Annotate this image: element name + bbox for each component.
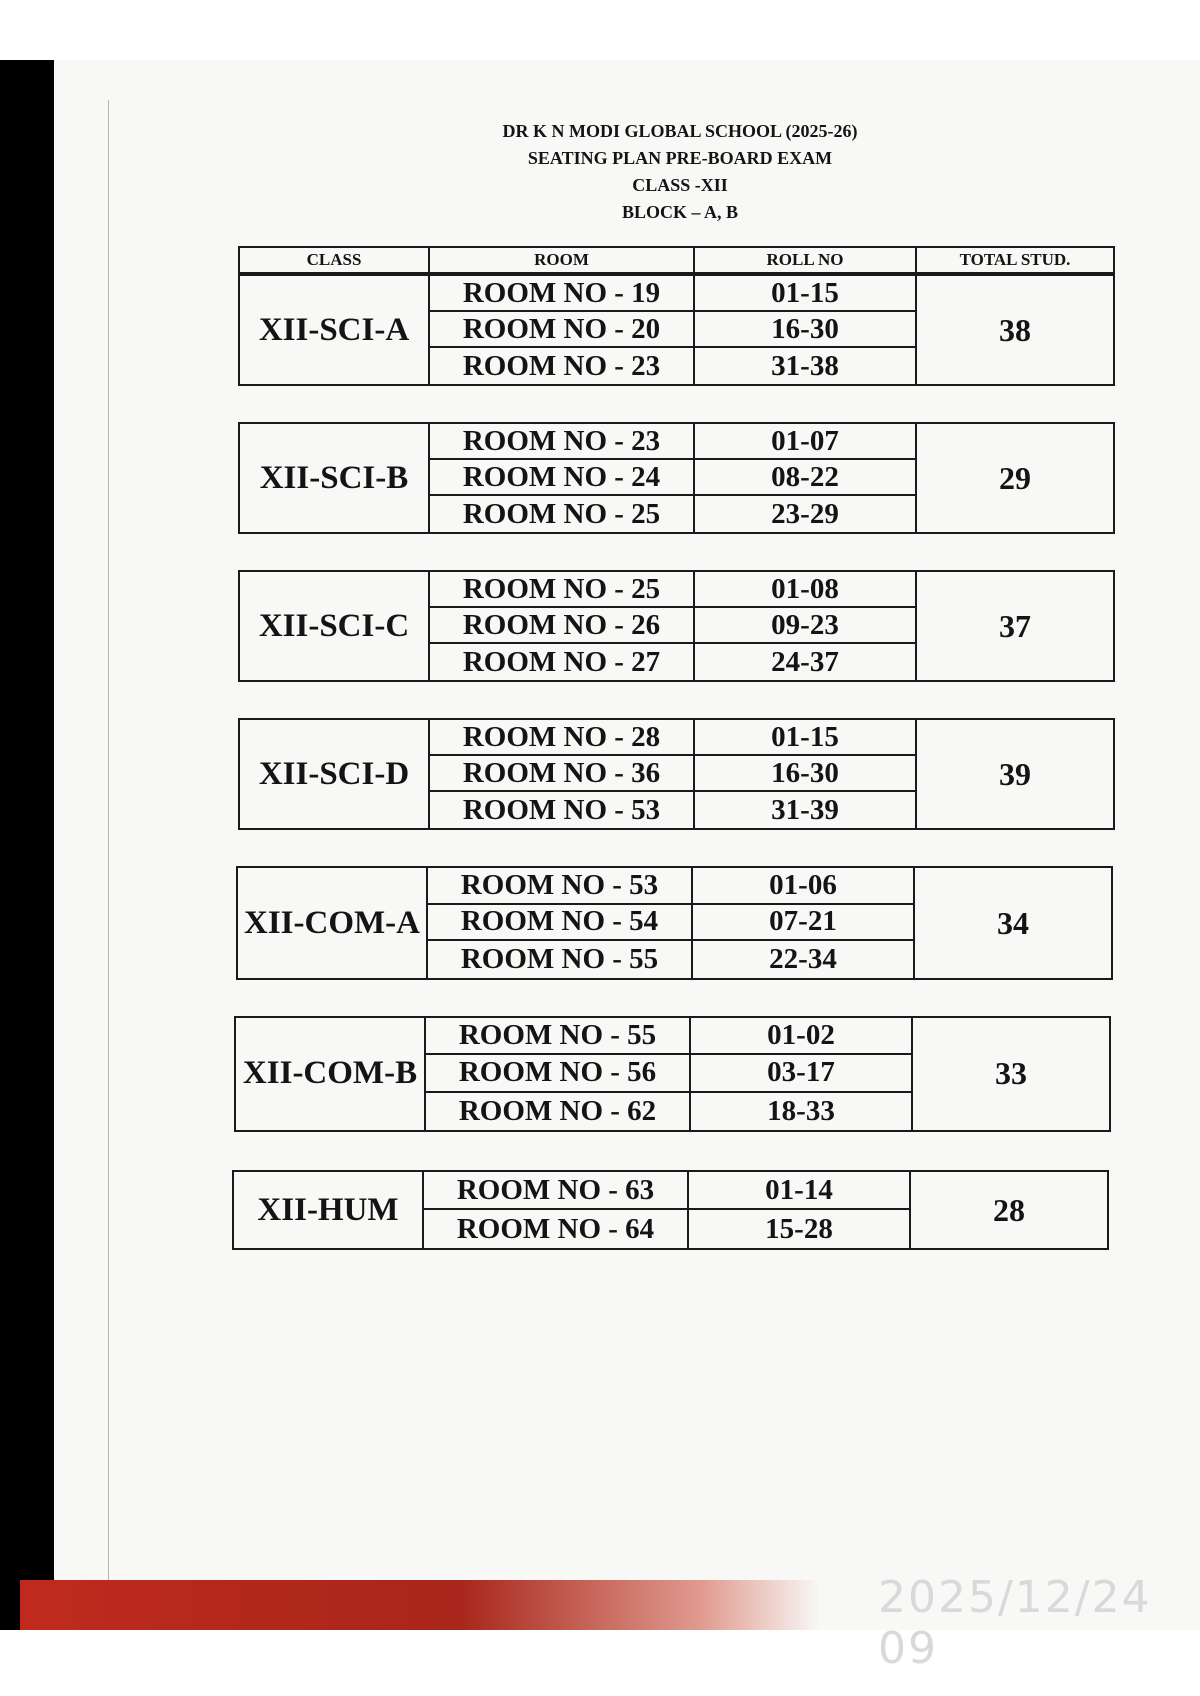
roll-cell: 16-30 (695, 756, 917, 792)
class-name: XII-SCI-D (240, 720, 430, 828)
roll-cell: 31-39 (695, 792, 917, 828)
table-header-row (238, 246, 1115, 274)
room-cell: ROOM NO - 25 (430, 496, 695, 532)
roll-cell: 16-30 (695, 312, 917, 348)
room-cell: ROOM NO - 55 (428, 941, 693, 978)
roll-cell: 08-22 (695, 460, 917, 496)
room-cell: ROOM NO - 63 (424, 1172, 689, 1210)
room-cell: ROOM NO - 27 (430, 644, 695, 680)
roll-cell: 01-15 (695, 720, 917, 756)
room-cell: ROOM NO - 19 (430, 276, 695, 312)
roll-cell: 09-23 (695, 608, 917, 644)
paper-fold-line (108, 100, 109, 1580)
room-cell: ROOM NO - 56 (426, 1055, 691, 1092)
roll-cell: 18-33 (691, 1093, 913, 1130)
roll-cell: 07-21 (693, 905, 915, 942)
room-cell: ROOM NO - 55 (426, 1018, 691, 1055)
class-name: XII-COM-B (236, 1018, 426, 1130)
total-students: 38 (999, 311, 1031, 348)
class-block-sci-d (238, 718, 1115, 830)
room-cell: ROOM NO - 62 (426, 1093, 691, 1130)
school-name: DR K N MODI GLOBAL SCHOOL (2025-26) (502, 121, 858, 141)
class-block-sci-b (238, 422, 1115, 534)
room-cell: ROOM NO - 54 (428, 905, 693, 942)
roll-cell: 23-29 (695, 496, 917, 532)
red-surface-strip (20, 1580, 820, 1630)
class-name: XII-COM-A (238, 868, 428, 978)
col-header-total: TOTAL STUD. (959, 250, 1071, 269)
total-students: 37 (999, 607, 1031, 644)
roll-cell: 01-06 (693, 868, 915, 905)
roll-cell: 01-08 (695, 572, 917, 608)
room-cell: ROOM NO - 36 (430, 756, 695, 792)
roll-cell: 15-28 (689, 1210, 911, 1248)
class-title: CLASS -XII (632, 175, 728, 195)
roll-cell: 01-07 (695, 424, 917, 460)
room-cell: ROOM NO - 53 (428, 868, 693, 905)
room-cell: ROOM NO - 64 (424, 1210, 689, 1248)
class-block-sci-c (238, 570, 1115, 682)
photo-timestamp: 2025/12/24 09 (878, 1572, 1152, 1674)
col-header-class: CLASS (240, 248, 430, 272)
room-cell: ROOM NO - 53 (430, 792, 695, 828)
roll-cell: 22-34 (693, 941, 915, 978)
roll-cell: 24-37 (695, 644, 917, 680)
room-cell: ROOM NO - 26 (430, 608, 695, 644)
room-cell: ROOM NO - 24 (430, 460, 695, 496)
total-students: 39 (999, 755, 1031, 792)
room-cell: ROOM NO - 25 (430, 572, 695, 608)
class-block-com-a (236, 866, 1113, 980)
roll-cell: 31-38 (695, 348, 917, 384)
col-header-room: ROOM (430, 248, 695, 272)
exam-title: SEATING PLAN PRE-BOARD EXAM (527, 148, 833, 168)
total-students: 34 (997, 904, 1029, 941)
scan-left-edge (0, 60, 54, 1630)
class-name: XII-SCI-A (240, 276, 430, 384)
roll-cell: 01-15 (695, 276, 917, 312)
class-block-sci-a (238, 274, 1115, 386)
class-name: XII-SCI-C (240, 572, 430, 680)
roll-cell: 03-17 (691, 1055, 913, 1092)
total-students: 33 (995, 1055, 1027, 1092)
room-cell: ROOM NO - 23 (430, 348, 695, 384)
room-cell: ROOM NO - 20 (430, 312, 695, 348)
room-cell: ROOM NO - 28 (430, 720, 695, 756)
document-header (380, 118, 980, 226)
roll-cell: 01-02 (691, 1018, 913, 1055)
total-students: 28 (993, 1191, 1025, 1228)
class-block-com-b (234, 1016, 1111, 1132)
block-title: BLOCK – A, B (621, 202, 739, 222)
class-name: XII-SCI-B (240, 424, 430, 532)
class-name: XII-HUM (234, 1172, 424, 1248)
total-students: 29 (999, 459, 1031, 496)
col-header-roll: ROLL NO (695, 248, 917, 272)
room-cell: ROOM NO - 23 (430, 424, 695, 460)
class-block-hum (232, 1170, 1109, 1250)
roll-cell: 01-14 (689, 1172, 911, 1210)
